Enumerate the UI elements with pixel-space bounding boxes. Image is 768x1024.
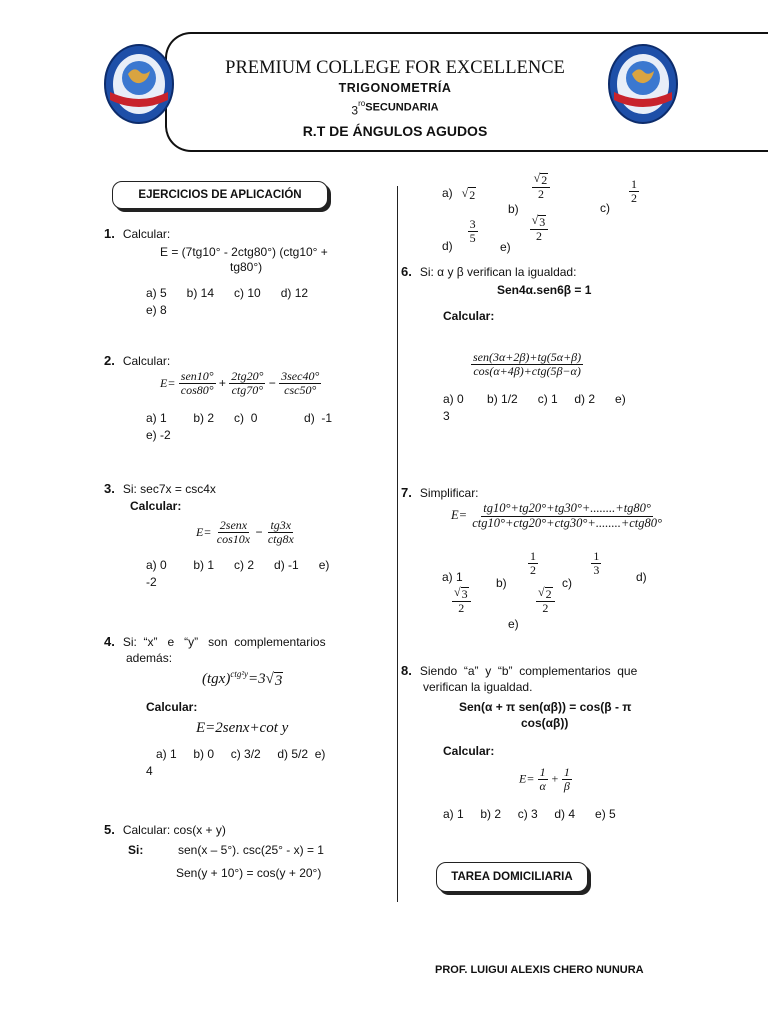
condition: Sen4α.sen6β = 1 [497, 283, 592, 297]
question-prompt: Calcular: [122, 227, 171, 241]
topic-title: R.T DE ÁNGULOS AGUDOS [302, 123, 488, 139]
fraction-denominator: β [563, 779, 570, 794]
fraction-numerator: 2senx [219, 518, 248, 532]
question-number: 7. [401, 485, 412, 500]
section-heading-homework: TAREA DOMICILIARIA [436, 862, 588, 892]
fraction-denominator: cos80° [180, 383, 214, 398]
calculate-label: Calcular: [130, 499, 182, 513]
question-8 [401, 663, 761, 821]
question-3 [104, 481, 394, 589]
section-heading-exercises: EJERCICIOS DE APLICACIÓN [112, 181, 328, 209]
question-6 [401, 264, 761, 423]
calculate-label: Calcular: [443, 309, 495, 323]
formula-rhs: =3 [248, 671, 266, 687]
fraction-numerator: 1 [631, 177, 637, 191]
sqrt-radicand: 3 [461, 587, 468, 601]
expression: E = (7tg10° - 2ctg80°) (ctg10° + [160, 245, 328, 259]
option-label: c) [600, 201, 610, 216]
fraction-numerator: 2tg20° [231, 369, 264, 383]
fraction-numerator: 1 [593, 549, 600, 563]
subject-title: TRIGONOMETRÍA [338, 81, 452, 95]
fraction-denominator: ctg8x [267, 532, 294, 547]
formula [519, 766, 761, 793]
answer-options: a) 1 b) 0 c) 3/2 d) 5/2 e) [156, 747, 326, 761]
fraction-denominator: 2 [458, 601, 465, 616]
condition-2: Sen(y + 10°) = cos(y + 20°) [176, 866, 322, 880]
formula: (tgx)$^{ctg^2y}$=3 √ 3 [202, 669, 283, 689]
question-prompt: Si: sec7x = csc4x [122, 482, 216, 496]
column-divider [397, 186, 398, 902]
question-prompt: Calcular: cos(x + y) [122, 823, 226, 837]
option-label: e) [508, 616, 519, 631]
question-prompt-cont: además: [126, 651, 173, 665]
question-number: 5. [104, 822, 115, 837]
grade-suffix: ro [358, 99, 366, 108]
question-number: 8. [401, 663, 412, 678]
question-number: 2. [104, 353, 115, 368]
answer-options-cont: -2 [146, 575, 157, 590]
question-number: 4. [104, 634, 115, 649]
answer-options-cont: e) 8 [146, 303, 167, 317]
fraction-denominator: 2 [537, 187, 544, 202]
formula-base: (tgx) [202, 671, 231, 687]
minus-sign: − [268, 375, 276, 390]
option-label: a) [442, 186, 453, 200]
formula [196, 519, 394, 546]
fraction-numerator: tg10°+tg20°+tg30°+........+tg80° [483, 501, 651, 515]
question-7 [401, 485, 761, 531]
option-label: c) [562, 575, 572, 590]
fraction-denominator: α [539, 779, 546, 794]
question-prompt-cont: verifican la igualdad. [423, 680, 533, 694]
fraction-denominator: 2 [530, 563, 537, 578]
answer-options: a) 0 b) 1 c) 2 d) -1 e) [146, 558, 330, 573]
answer-options-cont: 3 [443, 409, 450, 424]
fraction-denominator: ctg70° [231, 383, 264, 398]
teacher-name: PROF. LUIGUI ALEXIS CHERO NUNURA [435, 964, 644, 976]
question-number: 1. [104, 226, 115, 241]
sqrt-radicand: 2 [545, 587, 552, 601]
question-1 [104, 226, 384, 317]
formula [471, 351, 761, 378]
expression-cont: tg80°) [230, 260, 263, 274]
option-a: a) 1 [442, 570, 463, 584]
option-label: d) [442, 239, 453, 254]
calculate-label: Calcular: [443, 744, 495, 758]
fraction-numerator: 1 [530, 549, 537, 563]
option-label: d) [636, 570, 647, 584]
grade-label [180, 99, 610, 118]
school-logo-left [104, 44, 174, 124]
question-prompt: Si: “x” e “y” son complementarios [122, 635, 326, 649]
fraction-numerator: 3 [469, 217, 476, 231]
sqrt-radicand: 2 [541, 173, 548, 187]
formula-lhs: E= [519, 771, 535, 786]
option-label: b) [496, 575, 507, 590]
answer-options-cont: e) -2 [146, 428, 171, 443]
fraction-numerator: 1 [563, 765, 570, 779]
if-label: Si: [128, 843, 144, 857]
school-name: PREMIUM COLLEGE FOR EXCELLENCE [225, 58, 565, 78]
condition-cont: cos(αβ)) [521, 716, 569, 730]
fraction-denominator: cos10x [216, 532, 251, 547]
fraction-denominator: 2 [631, 191, 637, 206]
formula [451, 502, 761, 531]
fraction-numerator: 1 [539, 765, 546, 779]
formula-lhs: E= [160, 375, 176, 390]
condition: Sen(α + π sen(αβ)) = cos(β - π [459, 700, 632, 714]
grade-text: SECUNDARIA [365, 101, 439, 114]
question-prompt: Calcular: [122, 354, 171, 368]
sqrt-radicand: 3 [539, 215, 546, 229]
question-number: 3. [104, 481, 115, 496]
question-4 [104, 634, 364, 778]
question-number: 6. [401, 264, 412, 279]
sqrt-radicand: 3 [274, 673, 283, 689]
fraction-denominator: 3 [593, 563, 600, 578]
condition-1: sen(x – 5°). csc(25° - x) = 1 [178, 843, 324, 857]
answer-options: a) 1 b) 2 c) 3 d) 4 e) 5 [443, 807, 616, 822]
sqrt-radicand: 2 [469, 188, 476, 202]
question-7-options: a) 1 b) $\frac{1}{2}$ c) $\frac{1}{3}$ d) √ 3 2 e) √ 2 2 [442, 549, 647, 631]
formula-exponent: ctg²y [230, 669, 249, 679]
fraction-numerator: sen(3α+2β)+tg(5α+β) [473, 350, 582, 364]
option-label: e) [500, 240, 511, 255]
option-label: b) [508, 202, 519, 217]
fraction-denominator: cos(α+4β)+ctg(5β−α) [473, 364, 581, 379]
question-prompt: Simplificar: [419, 486, 479, 500]
plus-sign: + [218, 375, 226, 390]
fraction-numerator: sen10° [180, 369, 214, 383]
answer-options-cont: 4 [146, 764, 153, 778]
answer-options: a) 5 b) 14 c) 10 d) 12 [146, 286, 309, 300]
question-5-options: a) √ 2 b) √ 2 2 c) $\frac{1}{2}$ d) $\frac{3}{5}$ e) √ 3 2 [442, 171, 637, 255]
answer-options: a) 0 b) 1/2 c) 1 d) 2 e) [443, 392, 626, 407]
answer-options: a) 1 b) 2 c) 0 d) -1 [146, 411, 333, 426]
formula [160, 370, 394, 397]
expression: E=2senx+cot y [196, 720, 289, 736]
fraction-denominator: 2 [542, 601, 549, 616]
question-5 [104, 822, 394, 880]
fraction-numerator: 3sec40° [281, 369, 320, 383]
formula-lhs: E= [196, 524, 212, 539]
minus-sign: − [255, 524, 263, 539]
fraction-denominator: csc50° [284, 383, 317, 398]
school-logo-right [608, 44, 678, 124]
calculate-label: Calcular: [146, 700, 198, 714]
fraction-denominator: ctg10°+ctg20°+ctg30°+........+ctg80° [472, 515, 663, 530]
fraction-denominator: 5 [469, 231, 476, 246]
formula-lhs: E= [451, 508, 468, 523]
plus-sign: + [550, 771, 559, 786]
question-prompt: Siendo “a” y “b” complementarios que [419, 664, 638, 678]
fraction-numerator: tg3x [270, 518, 292, 532]
question-2 [104, 353, 394, 442]
fraction-denominator: 2 [535, 229, 542, 244]
question-prompt: Si: α y β verifican la igualdad: [419, 265, 577, 279]
grade-number: 3 [351, 103, 359, 118]
